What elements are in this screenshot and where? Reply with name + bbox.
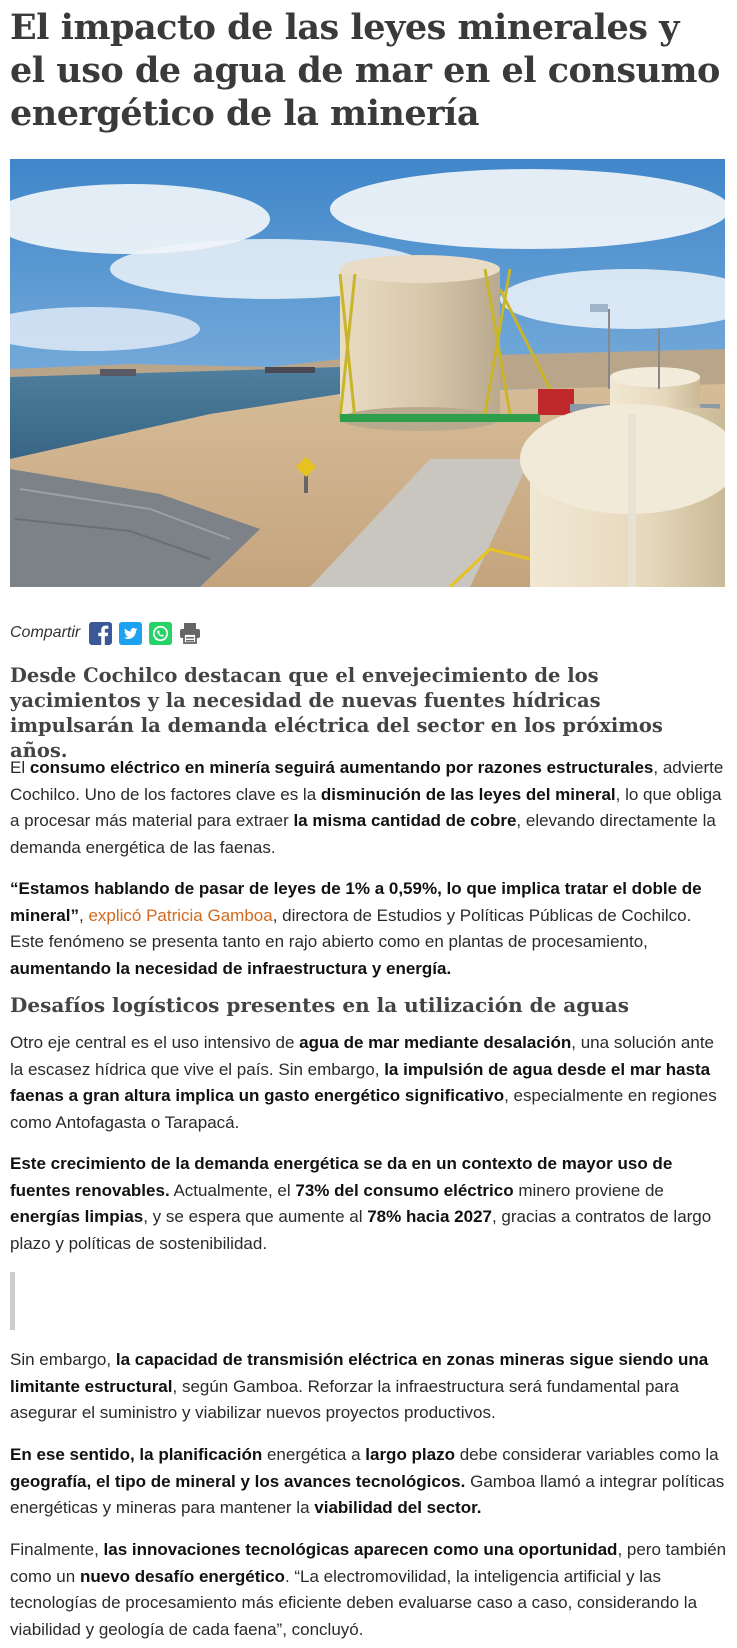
paragraph-4: Este crecimiento de la demanda energética se da en un contexto de mayor uso de fuentes renovables. Actualmente, el 73% del consumo eléctrico minero proviene de energías limpias, y se espera que aumente al 78% hacia 2027, gracias a contratos de largo plazo y políticas de sostenibilidad. [10, 1154, 712, 1253]
share-bar [10, 618, 208, 648]
whatsapp-icon[interactable] [148, 621, 172, 645]
paragraph-7: Finalmente, las innovaciones tecnológicas aparecen como una oportunidad, pero también como un nuevo desafío energético. “La electromovilidad, la inteligencia artificial y las tecnologías de procesamiento más eficiente deben evaluarse caso a caso, considerando la viabilidad y geología de cada faena”, concluyó. [10, 1540, 727, 1639]
paragraph-6: En ese sentido, la planificación energética a largo plazo debe considerar variables como la geografía, el tipo de mineral y los avances tecnológicos. Gamboa llamó a integrar políticas energéticas y mineras para mantener la viabilidad del sector. [10, 1445, 725, 1517]
facebook-icon[interactable] [88, 621, 112, 645]
paragraph-1: El consumo eléctrico en minería seguirá aumentando por razones estructurales, advierte Cochilco. Uno de los factores clave es la disminución de las leyes del mineral, lo que obliga a procesar más material para extraer la misma cantidad de cobre, elevando directamente la demanda energética de las faenas. [10, 758, 724, 857]
article [10, 0, 727, 1639]
paragraph-2: “Estamos hablando de pasar de leyes de 1% a 0,59%, lo que implica tratar el doble de mineral”, explicó Patricia Gamboa, directora de Estudios y Políticas Públicas de Cochilco. Este fenómeno se presenta tanto en rajo abierto como en plantas de procesamiento, aumentando la necesidad de infraestructura y energía. [10, 879, 702, 978]
blockquote-bar [10, 1272, 15, 1330]
author-link[interactable]: explicó Patricia Gamboa [88, 905, 273, 925]
paragraph-5: Sin embargo, la capacidad de transmisión eléctrica en zonas mineras sigue siendo una limitante estructural, según Gamboa. Reforzar la infraestructura será fundamental para asegurar el suministro y viabilizar nuevos proyectos productivos. [10, 1350, 709, 1422]
section-heading: Desafíos logísticos presentes en la utilización de aguas [10, 993, 629, 1017]
print-icon[interactable] [178, 621, 202, 645]
article-title: El impacto de las leyes minerales y el uso de agua de mar en el consumo energético de la minería [10, 7, 720, 134]
article-lead: Desde Cochilco destacan que el envejecimiento de los yacimientos y la necesidad de nuevas fuentes hídricas impulsarán la demanda eléctrica del sector en los próximos años. [10, 664, 663, 762]
share-label: Compartir [10, 624, 81, 641]
twitter-icon[interactable] [118, 621, 142, 645]
hero-image [10, 159, 725, 587]
paragraph-3: Otro eje central es el uso intensivo de agua de mar mediante desalación, una solución ante la escasez hídrica que vive el país. Sin embargo, la impulsión de agua desde el mar hasta faenas a gran altura implica un gasto energético significativo, especialmente en regiones como Antofagasta o Tarapacá. [10, 1033, 717, 1132]
